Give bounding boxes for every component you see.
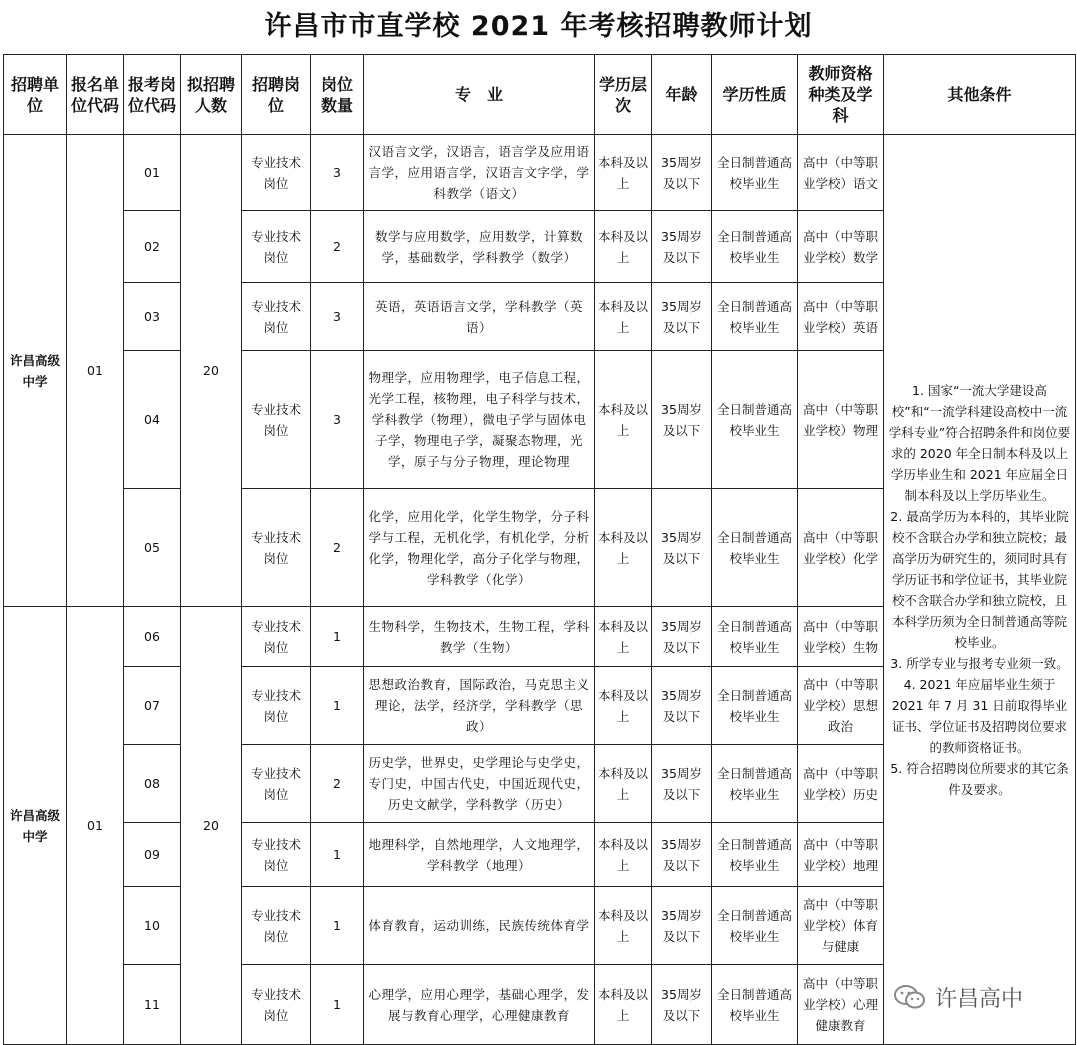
age-cell: 35周岁及以下: [652, 351, 712, 489]
quantity-cell: 2: [311, 489, 364, 607]
degree-cell: 本科及以上: [595, 135, 652, 211]
header-post-code: 报考岗位代码: [124, 55, 181, 135]
header-post: 招聘岗位: [242, 55, 311, 135]
edu-type-cell: 全日制普通高校毕业生: [712, 351, 798, 489]
degree-cell: 本科及以上: [595, 667, 652, 745]
edu-type-cell: 全日制普通高校毕业生: [712, 607, 798, 667]
cert-cell: 高中（中等职业学校）历史: [798, 745, 884, 823]
header-planned: 拟招聘人数: [181, 55, 242, 135]
quantity-cell: 1: [311, 965, 364, 1045]
header-edu-type: 学历性质: [712, 55, 798, 135]
major-cell: 物理学，应用物理学，电子信息工程，光学工程，核物理，电子科学与技术，学科教学（物理），微电子学与固体电子学，物理电子学，凝聚态物理，光学，原子与分子物理，理论物理: [364, 351, 595, 489]
condition-1: 1. 国家“一流大学建设高校”和“一流学科建设高校中一流学科专业”符合招聘条件和岗位要求的 2020 年全日制本科及以上学历毕业生和 2021 年应届全日制本科及以上学历毕业生。: [888, 382, 1071, 503]
major-cell: 汉语言文学，汉语言，语言学及应用语言学，应用语言学，汉语言文字学，学科教学（语文）: [364, 135, 595, 211]
quantity-cell: 1: [311, 887, 364, 965]
condition-4: 4. 2021 年应届毕业生须于 2021 年 7 月 31 日前取得毕业证书、学位证书及招聘岗位要求的教师资格证书。: [891, 676, 1068, 755]
post-cell: 专业技术岗位: [242, 489, 311, 607]
age-cell: 35周岁及以下: [652, 489, 712, 607]
edu-type-cell: 全日制普通高校毕业生: [712, 745, 798, 823]
post-code-cell: 08: [124, 745, 181, 823]
cert-cell: 高中（中等职业学校）化学: [798, 489, 884, 607]
quantity-cell: 3: [311, 135, 364, 211]
planned-cell: 20: [181, 135, 242, 607]
post-cell: 专业技术岗位: [242, 211, 311, 283]
post-code-cell: 01: [124, 135, 181, 211]
major-cell: 英语，英语语言文学，学科教学（英语）: [364, 283, 595, 351]
wechat-icon: [893, 984, 927, 1010]
cert-cell: 高中（中等职业学校）心理健康教育: [798, 965, 884, 1045]
watermark: [893, 980, 1023, 1014]
unit-cell: 许昌高级中学: [4, 135, 67, 607]
post-cell: 专业技术岗位: [242, 667, 311, 745]
cert-cell: 高中（中等职业学校）语文: [798, 135, 884, 211]
degree-cell: 本科及以上: [595, 211, 652, 283]
major-cell: 化学，应用化学，化学生物学，分子科学与工程，无机化学，有机化学，分析化学，物理化学，高分子化学与物理，学科教学（化学）: [364, 489, 595, 607]
age-cell: 35周岁及以下: [652, 887, 712, 965]
post-code-cell: 02: [124, 211, 181, 283]
post-code-cell: 09: [124, 823, 181, 887]
edu-type-cell: 全日制普通高校毕业生: [712, 135, 798, 211]
post-code-cell: 06: [124, 607, 181, 667]
condition-2: 2. 最高学历为本科的，其毕业院校不含联合办学和独立院校；最高学历为研究生的，须同时具有学历证书和学位证书，其毕业院校不含联合办学和独立院校，且本科学历须为全日制普通高等院校毕业。: [890, 508, 1069, 650]
cert-cell: 高中（中等职业学校）物理: [798, 351, 884, 489]
other-conditions-cell: [884, 135, 1076, 1045]
quantity-cell: 3: [311, 283, 364, 351]
watermark-text: 许昌高中: [935, 986, 1024, 1012]
post-code-cell: 10: [124, 887, 181, 965]
major-cell: 体育教育，运动训练，民族传统体育学: [364, 887, 595, 965]
post-cell: 专业技术岗位: [242, 745, 311, 823]
unit-cell: 许昌高级中学: [4, 607, 67, 1045]
post-code-cell: 03: [124, 283, 181, 351]
header-other: 其他条件: [884, 55, 1076, 135]
header-unit: 招聘单位: [4, 55, 67, 135]
planned-cell: 20: [181, 607, 242, 1045]
header-age: 年龄: [652, 55, 712, 135]
quantity-cell: 1: [311, 823, 364, 887]
degree-cell: 本科及以上: [595, 489, 652, 607]
age-cell: 35周岁及以下: [652, 211, 712, 283]
cert-cell: 高中（中等职业学校）英语: [798, 283, 884, 351]
degree-cell: 本科及以上: [595, 965, 652, 1045]
cert-cell: 高中（中等职业学校）体育与健康: [798, 887, 884, 965]
post-code-cell: 11: [124, 965, 181, 1045]
quantity-cell: 2: [311, 745, 364, 823]
major-cell: 数学与应用数学，应用数学，计算数学，基础数学，学科教学（数学）: [364, 211, 595, 283]
major-cell: 思想政治教育，国际政治，马克思主义理论，法学，经济学，学科教学（思政）: [364, 667, 595, 745]
post-cell: 专业技术岗位: [242, 965, 311, 1045]
header-cert: 教师资格种类及学科: [798, 55, 884, 135]
unit-code-cell: 01: [67, 135, 124, 607]
quantity-cell: 2: [311, 211, 364, 283]
post-cell: 专业技术岗位: [242, 283, 311, 351]
table-row: [4, 135, 1076, 211]
condition-3: 3. 所学专业与报考专业须一致。: [890, 655, 1069, 671]
degree-cell: 本科及以上: [595, 351, 652, 489]
major-cell: 历史学，世界史，史学理论与史学史，专门史，中国古代史，中国近现代史，历史文献学，学科教学（历史）: [364, 745, 595, 823]
quantity-cell: 1: [311, 667, 364, 745]
table-header-row: [4, 55, 1076, 135]
header-major: 专 业: [364, 55, 595, 135]
unit-code-cell: 01: [67, 607, 124, 1045]
degree-cell: 本科及以上: [595, 607, 652, 667]
edu-type-cell: 全日制普通高校毕业生: [712, 283, 798, 351]
degree-cell: 本科及以上: [595, 823, 652, 887]
edu-type-cell: 全日制普通高校毕业生: [712, 667, 798, 745]
quantity-cell: 1: [311, 607, 364, 667]
edu-type-cell: 全日制普通高校毕业生: [712, 489, 798, 607]
cert-cell: 高中（中等职业学校）思想政治: [798, 667, 884, 745]
header-degree: 学历层次: [595, 55, 652, 135]
edu-type-cell: 全日制普通高校毕业生: [712, 823, 798, 887]
age-cell: 35周岁及以下: [652, 135, 712, 211]
post-code-cell: 04: [124, 351, 181, 489]
post-code-cell: 05: [124, 489, 181, 607]
cert-cell: 高中（中等职业学校）数学: [798, 211, 884, 283]
age-cell: 35周岁及以下: [652, 745, 712, 823]
age-cell: 35周岁及以下: [652, 667, 712, 745]
degree-cell: 本科及以上: [595, 887, 652, 965]
major-cell: 心理学，应用心理学，基础心理学，发展与教育心理学，心理健康教育: [364, 965, 595, 1045]
post-cell: 专业技术岗位: [242, 351, 311, 489]
edu-type-cell: 全日制普通高校毕业生: [712, 211, 798, 283]
post-cell: 专业技术岗位: [242, 823, 311, 887]
post-cell: 专业技术岗位: [242, 135, 311, 211]
age-cell: 35周岁及以下: [652, 607, 712, 667]
quantity-cell: 3: [311, 351, 364, 489]
age-cell: 35周岁及以下: [652, 965, 712, 1045]
age-cell: 35周岁及以下: [652, 283, 712, 351]
degree-cell: 本科及以上: [595, 745, 652, 823]
post-cell: 专业技术岗位: [242, 887, 311, 965]
major-cell: 地理科学，自然地理学，人文地理学，学科教学（地理）: [364, 823, 595, 887]
recruitment-table: [3, 54, 1076, 1045]
major-cell: 生物科学，生物技术，生物工程，学科教学（生物）: [364, 607, 595, 667]
header-unit-code: 报名单位代码: [67, 55, 124, 135]
edu-type-cell: 全日制普通高校毕业生: [712, 965, 798, 1045]
degree-cell: 本科及以上: [595, 283, 652, 351]
cert-cell: 高中（中等职业学校）生物: [798, 607, 884, 667]
post-cell: 专业技术岗位: [242, 607, 311, 667]
cert-cell: 高中（中等职业学校）地理: [798, 823, 884, 887]
condition-5: 5. 符合招聘岗位所要求的其它条件及要求。: [890, 760, 1069, 797]
age-cell: 35周岁及以下: [652, 823, 712, 887]
header-quantity: 岗位数量: [311, 55, 364, 135]
post-code-cell: 07: [124, 667, 181, 745]
edu-type-cell: 全日制普通高校毕业生: [712, 887, 798, 965]
page-title: 许昌市市直学校 2021 年考核招聘教师计划: [264, 11, 813, 42]
